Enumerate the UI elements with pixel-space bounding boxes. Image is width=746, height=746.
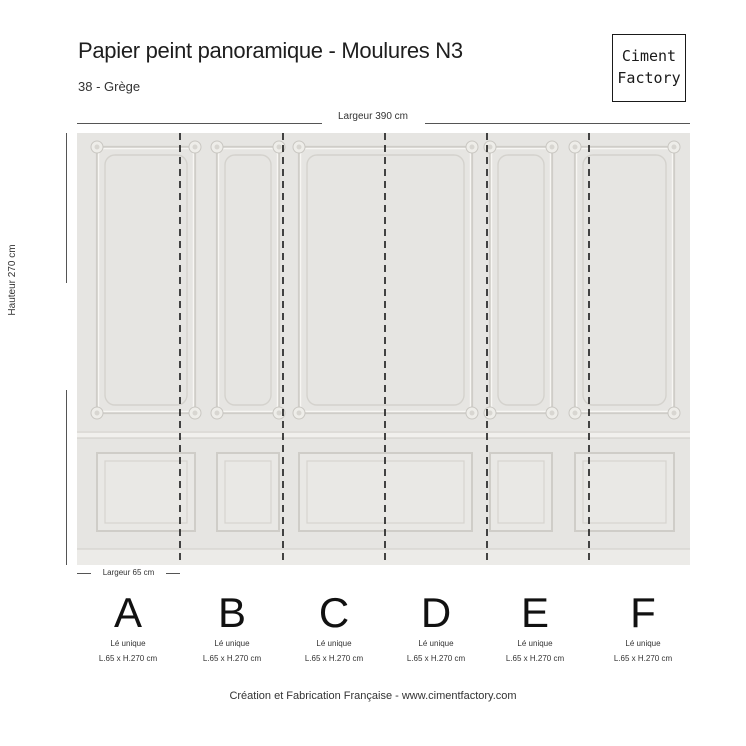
upper-frame-outer (490, 147, 552, 413)
strip-letter: F (630, 589, 656, 636)
strip-letter: B (217, 589, 246, 636)
brand-logo (612, 34, 686, 102)
width-dimension-line-left (77, 123, 322, 124)
strip-width-line-left (77, 573, 91, 574)
height-dimension-label: Hauteur 270 cm (7, 244, 18, 316)
lower-panel-outer (490, 453, 552, 531)
lower-panel-outer (217, 453, 279, 531)
corner-ornament-center (488, 145, 493, 150)
corner-ornament-center (672, 145, 677, 150)
corner-ornament-center (297, 145, 302, 150)
corner-ornament-center (297, 411, 302, 416)
corner-ornament-center (95, 145, 100, 150)
corner-ornament-center (488, 411, 493, 416)
upper-frame-outer (575, 147, 674, 413)
moulding-drawing (77, 133, 690, 565)
corner-ornament-center (193, 145, 198, 150)
upper-frame-inner (105, 155, 187, 405)
corner-ornament-center (215, 145, 220, 150)
strip-dimensions: L.65 x H.270 cm (98, 654, 158, 663)
corner-ornament-center (277, 145, 282, 150)
strip-width-indicator (77, 568, 180, 577)
strip-a (78, 590, 178, 663)
strip-dimensions: L.65 x H.270 cm (304, 654, 364, 663)
upper-frame-inner (498, 155, 544, 405)
upper-frame-inner (225, 155, 271, 405)
color-subtitle: 38 - Grège (78, 79, 141, 94)
strip-width-line-right (166, 573, 180, 574)
strip-d (386, 590, 486, 663)
width-dimension-label: Largeur 390 cm (337, 111, 409, 122)
upper-frame-highlight (577, 149, 673, 412)
corner-ornament-center (193, 411, 198, 416)
footer-credit: Création et Fabrication Française - www.cimentfactory.com (229, 690, 517, 702)
strip-unique-label: Lé unique (110, 639, 146, 648)
strip-unique-label: Lé unique (625, 639, 661, 648)
lower-panel-outer (575, 453, 674, 531)
upper-frame-highlight (219, 149, 278, 412)
height-dimension-line-top (66, 133, 67, 283)
strip-letter: C (318, 589, 350, 636)
strip-width-label: Largeur 65 cm (102, 568, 155, 577)
strip-unique-label: Lé unique (517, 639, 553, 648)
page-title: Papier peint panoramique - Moulures N3 (78, 38, 463, 63)
upper-frame-highlight (492, 149, 551, 412)
corner-ornament-center (672, 411, 677, 416)
strip-unique-label: Lé unique (214, 639, 250, 648)
strip-f (593, 590, 693, 663)
upper-frame-outer (217, 147, 279, 413)
strip-letter: D (420, 589, 452, 636)
logo-line-2: Factory (617, 69, 681, 87)
corner-ornament-center (470, 145, 475, 150)
corner-ornament-center (215, 411, 220, 416)
upper-frame-inner (583, 155, 666, 405)
strip-unique-label: Lé unique (316, 639, 352, 648)
corner-ornament-center (470, 411, 475, 416)
strip-dimensions: L.65 x H.270 cm (202, 654, 262, 663)
strip-letter: A (113, 589, 142, 636)
corner-ornament-center (573, 145, 578, 150)
corner-ornament-center (550, 411, 555, 416)
width-dimension-line-right (425, 123, 690, 124)
strip-b (182, 590, 282, 663)
corner-ornament-center (573, 411, 578, 416)
strip-dimensions: L.65 x H.270 cm (613, 654, 673, 663)
strip-legend (0, 590, 746, 670)
strip-letter: E (520, 589, 549, 636)
strip-unique-label: Lé unique (418, 639, 454, 648)
corner-ornament-center (277, 411, 282, 416)
strip-dimensions: L.65 x H.270 cm (406, 654, 466, 663)
corner-ornament-center (550, 145, 555, 150)
strip-c (284, 590, 384, 663)
wall-panel-illustration (77, 133, 690, 565)
strip-dimensions: L.65 x H.270 cm (505, 654, 565, 663)
strip-e (485, 590, 585, 663)
corner-ornament-center (95, 411, 100, 416)
height-dimension-line-bottom (66, 390, 67, 565)
logo-line-1: Ciment (621, 47, 677, 65)
